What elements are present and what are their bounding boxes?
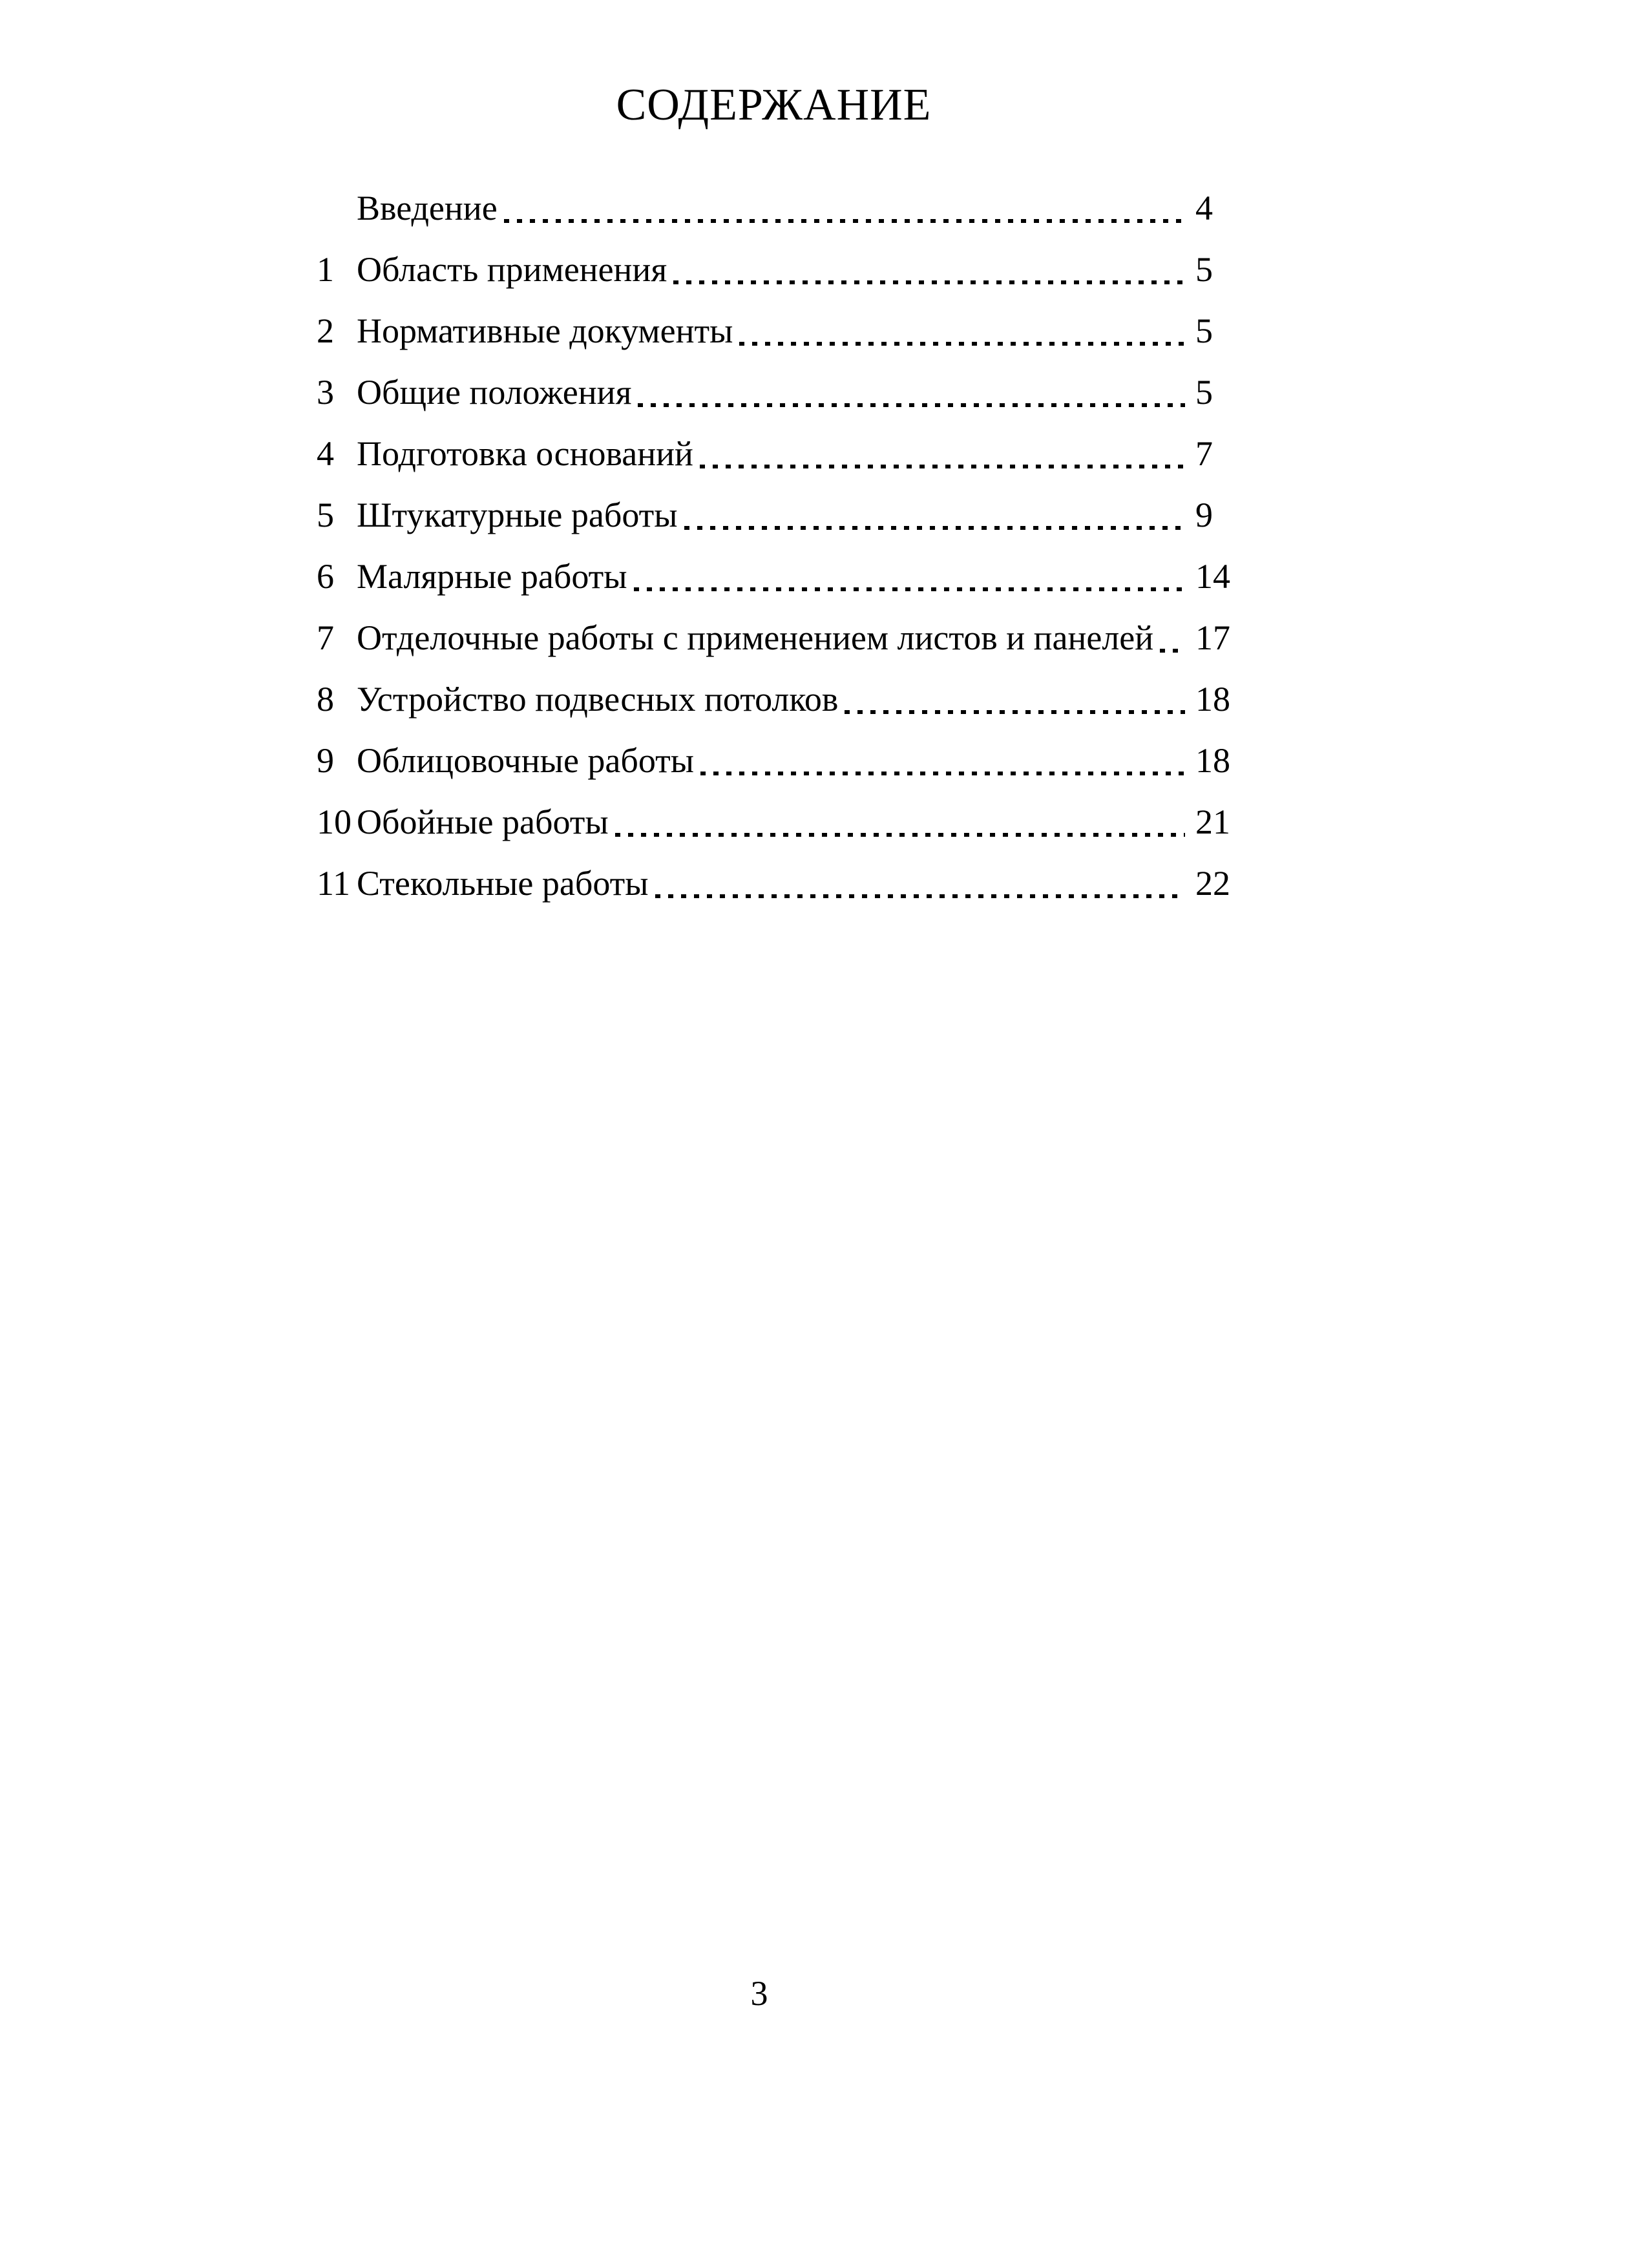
toc-item-label: Общие положения <box>357 373 632 412</box>
toc-row <box>317 792 1231 853</box>
toc-item-page: 5 <box>1195 311 1213 350</box>
toc-item-page: 18 <box>1195 680 1230 719</box>
page-number: 3 <box>750 1974 768 2013</box>
toc-item-number: 5 <box>317 496 334 534</box>
toc-item-number: 10 <box>317 803 352 841</box>
toc-item-label: Область применения <box>357 250 667 289</box>
toc-item-label: Отделочные работы с применением листов и панелей <box>357 618 1154 657</box>
toc-row <box>317 485 1231 546</box>
toc-item-page: 17 <box>1195 618 1230 657</box>
toc-item-page: 22 <box>1195 864 1230 903</box>
toc-item-number: 11 <box>317 864 350 903</box>
toc-item-page: 9 <box>1195 496 1213 534</box>
toc-leader-dots <box>700 772 1185 775</box>
toc-leader-dots <box>615 833 1185 837</box>
toc-row <box>317 853 1231 914</box>
toc-item-label: Обойные работы <box>357 803 609 841</box>
toc-item-page: 4 <box>1195 189 1213 227</box>
toc-item-number: 4 <box>317 434 334 473</box>
toc-item-number: 6 <box>317 557 334 596</box>
toc-item-label: Малярные работы <box>357 557 627 596</box>
toc-item-page: 21 <box>1195 803 1230 841</box>
toc-item-label: Стекольные работы <box>357 864 649 903</box>
toc-item-page: 5 <box>1195 250 1213 289</box>
toc-item-label: Штукатурные работы <box>357 496 678 534</box>
toc-leader-dots <box>504 219 1185 223</box>
toc-item-label: Облицовочные работы <box>357 741 695 780</box>
toc-leader-dots <box>655 894 1186 898</box>
toc-row <box>317 730 1231 792</box>
toc-item-page: 18 <box>1195 741 1230 780</box>
toc-row <box>317 423 1231 485</box>
toc-item-number: 8 <box>317 680 334 719</box>
toc-row <box>317 546 1231 607</box>
toc-row <box>317 178 1231 239</box>
toc-item-page: 7 <box>1195 434 1213 473</box>
toc-row <box>317 300 1231 362</box>
toc-leader-dots <box>700 465 1185 468</box>
toc-row <box>317 607 1231 669</box>
toc-item-number: 3 <box>317 373 334 412</box>
toc-leader-dots <box>638 403 1185 407</box>
toc-leader-dots <box>673 280 1185 284</box>
toc-item-number: 9 <box>317 741 334 780</box>
toc-item-label: Устройство подвесных потолков <box>357 680 839 719</box>
toc-item-number: 2 <box>317 311 334 350</box>
toc-leader-dots <box>684 526 1186 530</box>
toc-item-label: Введение <box>357 189 498 227</box>
toc-item-page: 14 <box>1195 557 1230 596</box>
toc-item-number: 7 <box>317 618 334 657</box>
toc-row <box>317 239 1231 300</box>
toc-item-label: Нормативные документы <box>357 311 733 350</box>
toc-leader-dots <box>634 587 1186 591</box>
page-title: СОДЕРЖАНИЕ <box>616 80 932 130</box>
toc-leader-dots <box>1160 649 1185 653</box>
toc-item-page: 5 <box>1195 373 1213 412</box>
toc-item-label: Подготовка оснований <box>357 434 693 473</box>
toc-leader-dots <box>845 710 1185 714</box>
toc-leader-dots <box>739 342 1185 346</box>
table-of-contents <box>317 178 1231 914</box>
toc-row <box>317 362 1231 423</box>
toc-row <box>317 669 1231 730</box>
toc-item-number: 1 <box>317 250 334 289</box>
